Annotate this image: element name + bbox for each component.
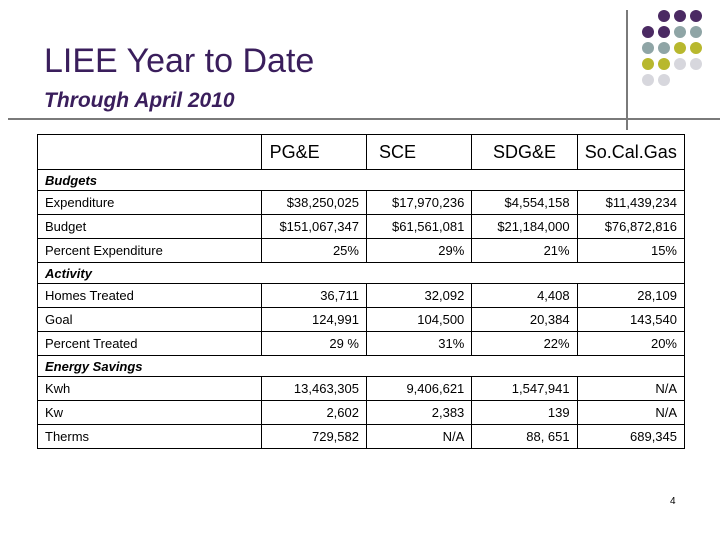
- cell-sdge: $4,554,158: [472, 191, 577, 215]
- row-label: Percent Expenditure: [38, 239, 262, 263]
- table-row: [38, 425, 685, 449]
- cell-sce: 104,500: [366, 308, 471, 332]
- slide-title: LIEE Year to Date: [44, 42, 315, 80]
- decorative-dot: [642, 74, 654, 86]
- column-header-sce: SCE: [366, 135, 471, 170]
- cell-socalgas: 143,540: [577, 308, 684, 332]
- decorative-dot: [690, 58, 702, 70]
- cell-sce: 29%: [366, 239, 471, 263]
- cell-socalgas: N/A: [577, 401, 684, 425]
- row-label: Goal: [38, 308, 262, 332]
- decorative-dot: [658, 26, 670, 38]
- row-label: Therms: [38, 425, 262, 449]
- cell-pge: 29 %: [261, 332, 366, 356]
- cell-sdge: 20,384: [472, 308, 577, 332]
- cell-sdge: 88, 651: [472, 425, 577, 449]
- cell-sdge: 22%: [472, 332, 577, 356]
- decorative-dot: [690, 42, 702, 54]
- column-header-pge: PG&E: [261, 135, 366, 170]
- row-label: Homes Treated: [38, 284, 262, 308]
- table-row: [38, 239, 685, 263]
- decorative-horizontal-rule: [8, 118, 720, 120]
- decorative-dot: [658, 42, 670, 54]
- section-row-activity: [38, 263, 685, 284]
- cell-sdge: 139: [472, 401, 577, 425]
- decorative-dot: [674, 42, 686, 54]
- cell-socalgas: N/A: [577, 377, 684, 401]
- cell-pge: 25%: [261, 239, 366, 263]
- decorative-dot: [674, 26, 686, 38]
- table-row: [38, 284, 685, 308]
- cell-sce: 32,092: [366, 284, 471, 308]
- cell-pge: 36,711: [261, 284, 366, 308]
- table-header-row: [38, 135, 685, 170]
- cell-sce: 9,406,621: [366, 377, 471, 401]
- decorative-dot: [674, 58, 686, 70]
- cell-sdge: 4,408: [472, 284, 577, 308]
- column-header-sdge: SDG&E: [472, 135, 577, 170]
- cell-pge: $38,250,025: [261, 191, 366, 215]
- decorative-dot: [642, 26, 654, 38]
- cell-pge: 2,602: [261, 401, 366, 425]
- table-row: [38, 191, 685, 215]
- cell-pge: 13,463,305: [261, 377, 366, 401]
- cell-socalgas: $11,439,234: [577, 191, 684, 215]
- section-label: Activity: [38, 263, 685, 284]
- decorative-vertical-rule: [626, 10, 628, 130]
- cell-sce: N/A: [366, 425, 471, 449]
- section-row-budgets: [38, 170, 685, 191]
- decorative-dot: [690, 26, 702, 38]
- cell-sdge: $21,184,000: [472, 215, 577, 239]
- cell-pge: 729,582: [261, 425, 366, 449]
- table-row: [38, 332, 685, 356]
- cell-socalgas: 28,109: [577, 284, 684, 308]
- decorative-dot: [658, 58, 670, 70]
- section-label: Energy Savings: [38, 356, 685, 377]
- cell-sce: $61,561,081: [366, 215, 471, 239]
- table-row: [38, 401, 685, 425]
- cell-sce: 31%: [366, 332, 471, 356]
- cell-socalgas: 689,345: [577, 425, 684, 449]
- row-label: Kwh: [38, 377, 262, 401]
- column-header-socalgas: So.Cal.Gas: [577, 135, 684, 170]
- row-label: Kw: [38, 401, 262, 425]
- table-row: [38, 377, 685, 401]
- cell-sdge: 1,547,941: [472, 377, 577, 401]
- decorative-dot: [658, 10, 670, 22]
- cell-pge: $151,067,347: [261, 215, 366, 239]
- section-label: Budgets: [38, 170, 685, 191]
- slide-subtitle: Through April 2010: [44, 89, 235, 112]
- header-corner-cell: [38, 135, 262, 170]
- page-number: 4: [670, 496, 676, 507]
- decorative-dot: [690, 10, 702, 22]
- cell-socalgas: 20%: [577, 332, 684, 356]
- section-row-energy-savings: [38, 356, 685, 377]
- liee-summary-table: [37, 134, 685, 449]
- cell-sce: 2,383: [366, 401, 471, 425]
- cell-sdge: 21%: [472, 239, 577, 263]
- row-label: Expenditure: [38, 191, 262, 215]
- table-row: [38, 308, 685, 332]
- decorative-dot: [658, 74, 670, 86]
- table-row: [38, 215, 685, 239]
- cell-socalgas: $76,872,816: [577, 215, 684, 239]
- decorative-dot: [674, 10, 686, 22]
- cell-sce: $17,970,236: [366, 191, 471, 215]
- row-label: Percent Treated: [38, 332, 262, 356]
- cell-pge: 124,991: [261, 308, 366, 332]
- decorative-dot: [642, 58, 654, 70]
- row-label: Budget: [38, 215, 262, 239]
- decorative-dot: [642, 42, 654, 54]
- cell-socalgas: 15%: [577, 239, 684, 263]
